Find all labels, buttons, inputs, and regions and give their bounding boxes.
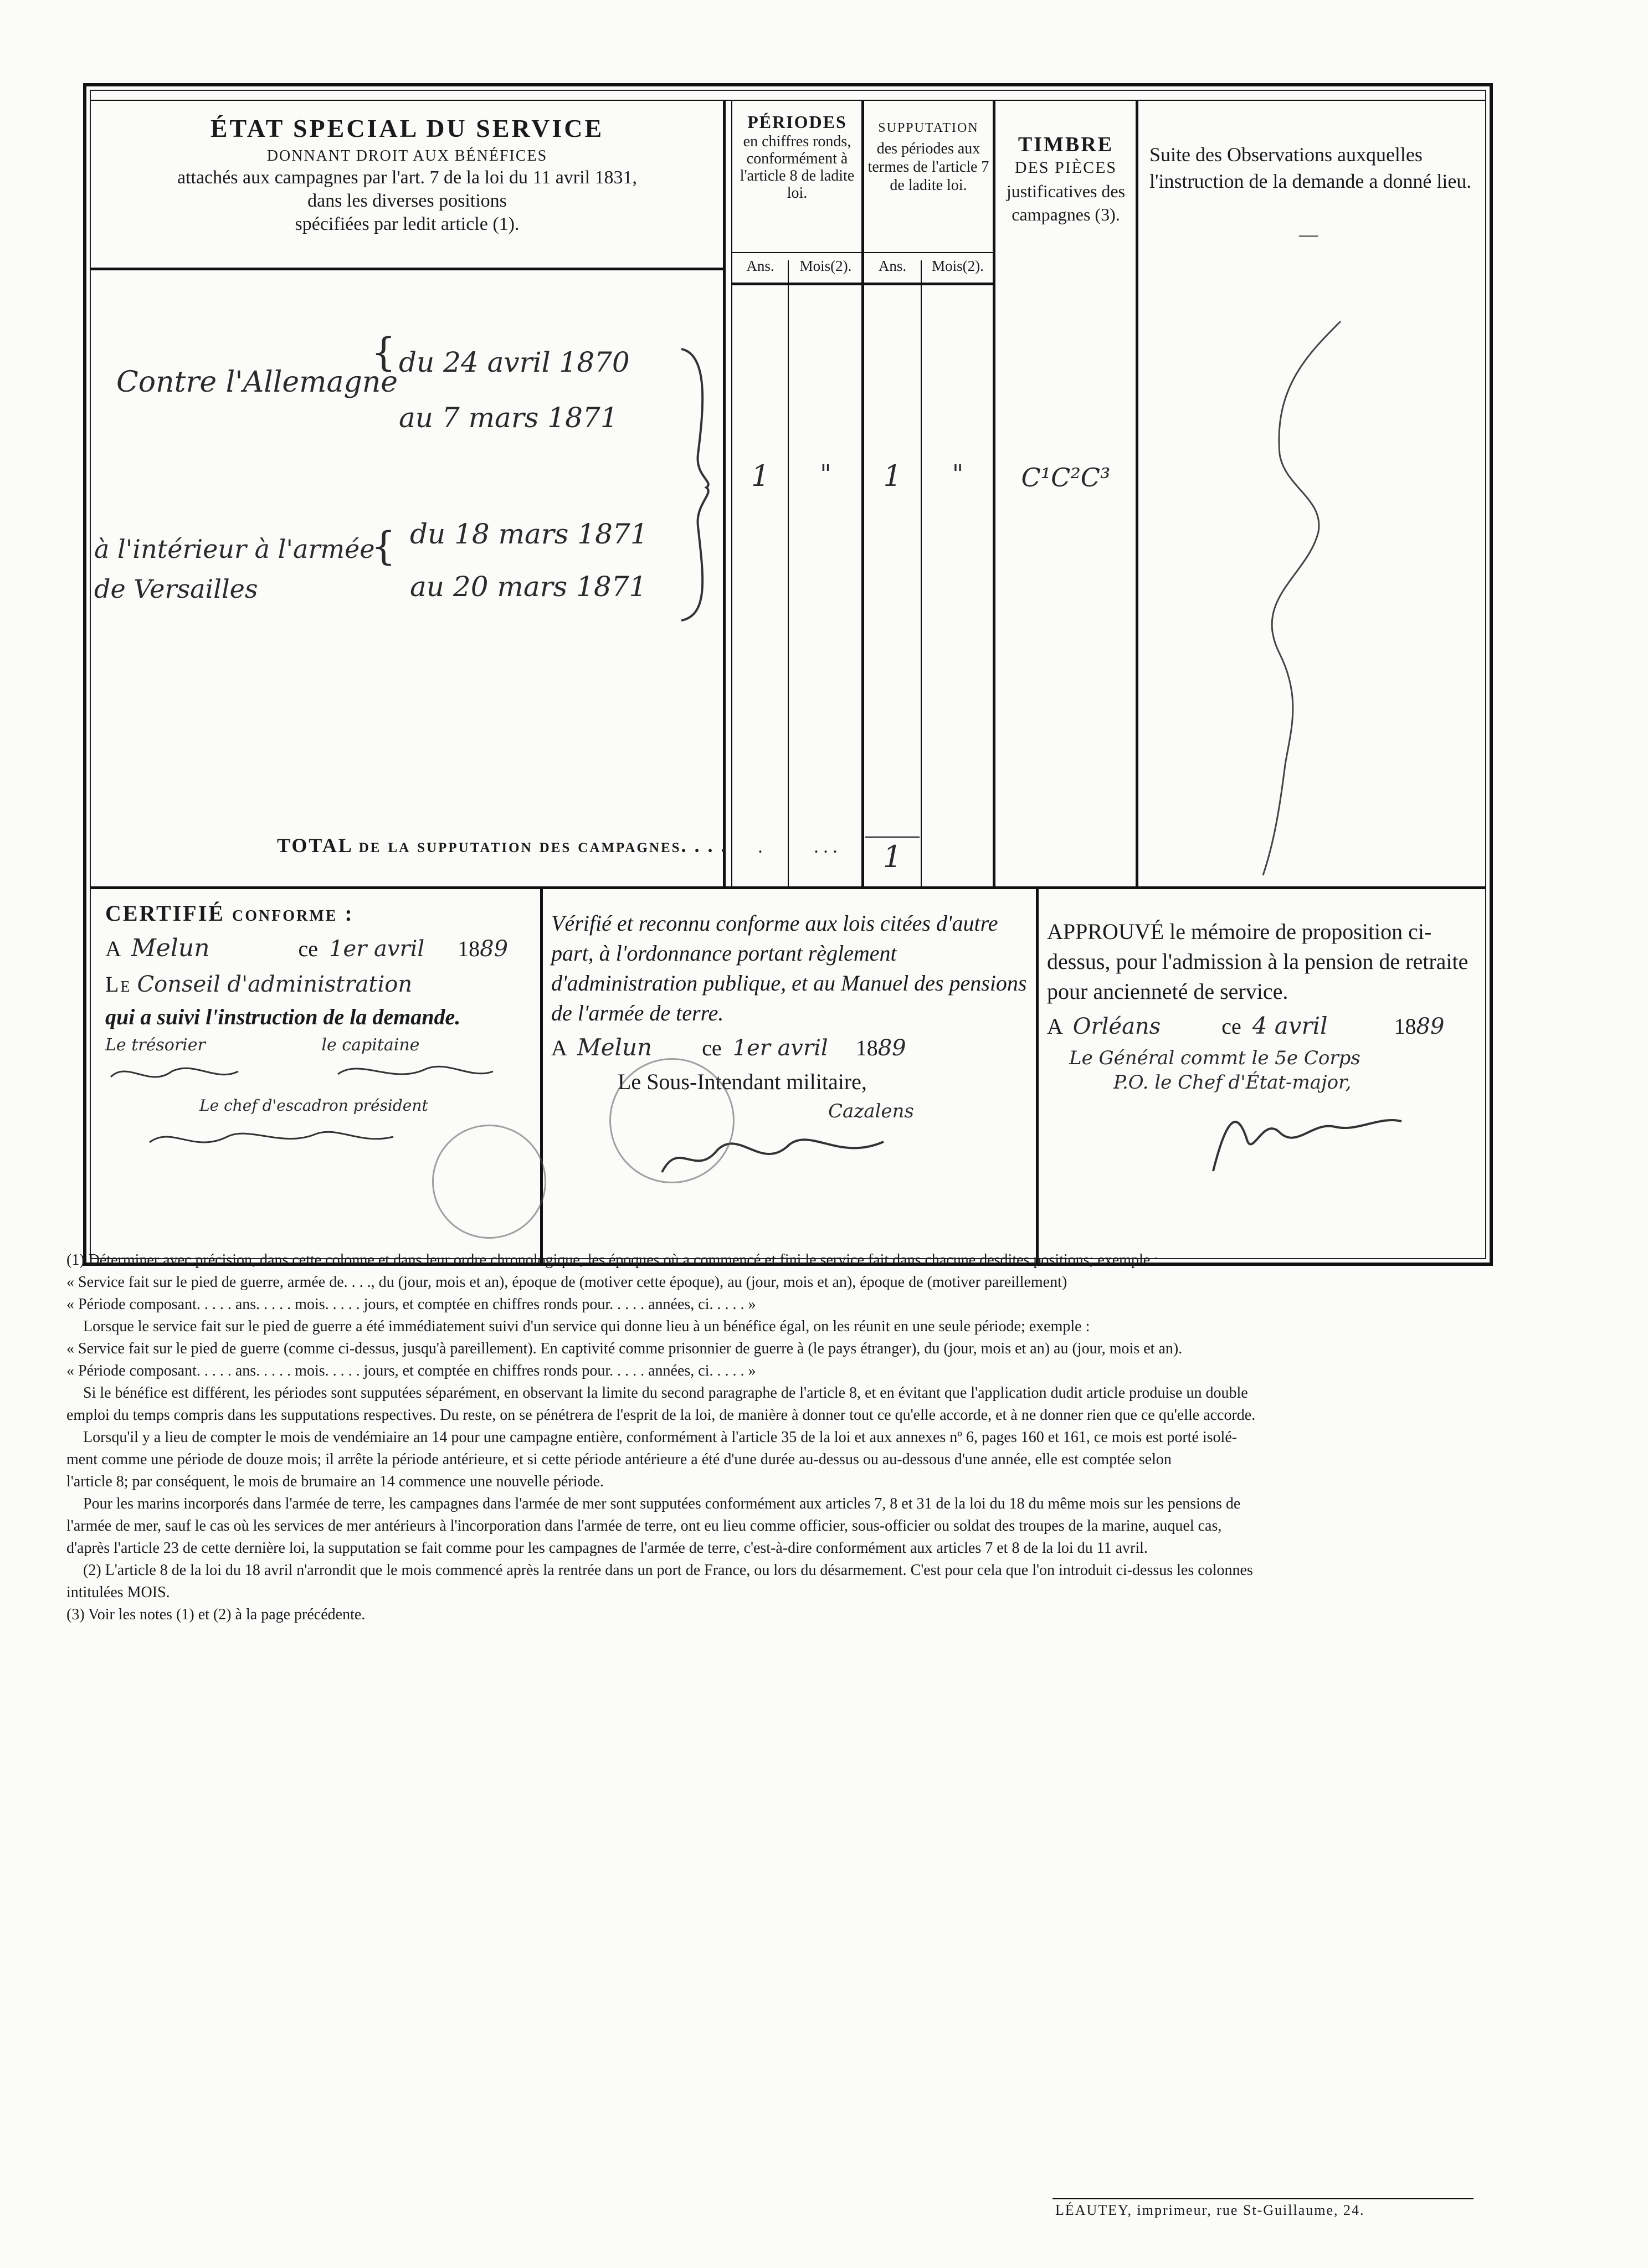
col-divider-3 <box>993 100 995 889</box>
approuve-ce: ce <box>1221 1014 1241 1039</box>
verifie-signature-name: Cazalens <box>828 1100 914 1122</box>
verifie-sous-intendant: Le Sous-Intendant militaire, <box>618 1069 867 1094</box>
total-label <box>277 834 728 857</box>
printer-imprint: LÉAUTEY, imprimeur, rue St-Guillaume, 24. <box>1055 2202 1365 2218</box>
entry-2-to: au 20 mars 1871 <box>410 571 647 603</box>
verifie-place: Melun <box>577 1034 653 1061</box>
total-rule <box>865 837 920 838</box>
note-4: Lorsque le service fait sur le pied de guerre a été immédiatement suivi d'un service qui donne lieu à un bénéfice égal, on les réunit en une seule période; exemple : <box>83 1318 1090 1335</box>
imprint-rule <box>1053 2198 1474 2199</box>
approuve-signature-icon <box>1047 1094 1468 1188</box>
certifie-year-prefix: 18 <box>458 936 480 961</box>
verifie-text: Vérifié et reconnu conforme aux lois citées d'autre part, à l'ordonnance portant règlement d'administration publique, et au Manuel des pensions de l'armée de terre. <box>551 911 1027 1025</box>
certifie-sig2: le capitaine <box>321 1035 420 1055</box>
note-8: emploi du temps compris dans les supputations respectives. Du reste, on se pénétrera de l'esprit de la loi, de manière à donner tout ce qu'elle accorde, et à ne donner rien que ce qu'elle accorde. <box>66 1407 1256 1424</box>
col-divider-1b <box>731 100 732 889</box>
note-1: (1) Déterminer avec précision, dans cette colonne et dans leur ordre chronologique, les époques où a commencé et fini le service fait dans chacune desdites positions; exemple : <box>66 1251 1158 1269</box>
approuve-block <box>1047 917 1485 1191</box>
certifie-conseil-line <box>105 971 532 997</box>
approuve-date: 4 avril <box>1252 1012 1328 1039</box>
note-14: d'après l'article 23 de cette dernière loi, la supputation se fait comme pour les campagnes de l'armée de terre, c'est-à-dire conformément aux articles 7 et 8 de la loi du 11 avril. <box>66 1540 1148 1557</box>
note-3: « Période composant. . . . . ans. . . . . mois. . . . . jours, et comptée en chiffres ronds pour. . . . . années, ci. . . . . » <box>66 1296 756 1313</box>
certifie-date-line <box>105 934 532 962</box>
periodes-ans-header: Ans. <box>746 258 774 274</box>
entry-2-label: à l'intérieur à l'armée de Versailles <box>94 534 375 604</box>
certifie-ce: ce <box>298 936 319 961</box>
header-line-4: spécifiées par ledit article (1). <box>295 214 520 234</box>
certifie-title: CERTIFIÉ conforme : <box>105 901 354 926</box>
seal-stamp-middle <box>609 1058 735 1183</box>
header-block <box>100 114 715 235</box>
header-line-1: DONNANT DROIT AUX BÉNÉFICES <box>266 147 548 165</box>
note-15: (2) L'article 8 de la loi du 18 avril n'arrondit que le mois commencé après la rentrée dans un port de France, ou lors du désarmement. C'est pour cela que l'on introduit ci-dessus les colonnes <box>83 1562 1253 1579</box>
supputation-header <box>865 119 992 194</box>
certifie-le: Le <box>105 972 132 997</box>
certifie-sig3: Le chef d'escadron président <box>199 1096 428 1115</box>
col-divider-4 <box>1136 100 1138 889</box>
verifie-a: A <box>551 1035 566 1060</box>
header-sub-rule <box>731 252 993 253</box>
timbre-title: TIMBRE <box>1018 133 1114 156</box>
timbre-sub2: justificatives des campagnes (3). <box>1006 181 1126 224</box>
col-divider-2 <box>861 100 864 889</box>
periodes-subtitle: en chiffres ronds, conformément à l'article 8 de ladite loi. <box>740 133 855 202</box>
verifie-ce: ce <box>702 1035 722 1060</box>
periodes-title: PÉRIODES <box>747 112 847 132</box>
timbre-sub1: DES PIÈCES <box>1014 158 1117 177</box>
certifie-conseil: Conseil d'administration <box>137 972 413 997</box>
cert-divider-2 <box>1036 889 1039 1266</box>
cert-top-rule <box>90 886 1486 889</box>
entry-1-from: du 24 avril 1870 <box>399 346 630 378</box>
col-divider-1 <box>723 100 726 889</box>
approuve-a: A <box>1047 1014 1062 1039</box>
header-line-3: dans les diverses positions <box>307 191 507 211</box>
verifie-year-prefix: 18 <box>855 1035 878 1060</box>
note-10: ment comme une période de douze mois; il arrête la période antérieure, et si cette période antérieure a été d'une durée au-dessus ou au-dessous d'une année, elle est comptée selon <box>66 1451 1172 1468</box>
periodes-mois-value: " <box>820 460 831 488</box>
entry-1-brace: { <box>371 330 396 375</box>
approuve-text: APPROUVÉ le mémoire de proposition ci-dessus, pour l'admission à la pension de retraite pour ancienneté de service. <box>1047 919 1469 1004</box>
col-divider-supputation <box>921 260 922 889</box>
note-17: (3) Voir les notes (1) et (2) à la page précédente. <box>66 1606 366 1623</box>
periodes-header <box>734 114 860 202</box>
approuve-place: Orléans <box>1072 1014 1161 1039</box>
header-top-rule <box>90 100 1486 101</box>
observations-header: Suite des Observations auxquelles l'instruction de la demande a donné lieu. <box>1149 143 1472 192</box>
certifie-year-suffix: 89 <box>480 936 509 962</box>
right-brace-icon <box>676 343 720 626</box>
cert-divider-1 <box>540 889 543 1266</box>
header-bottom-rule-left <box>90 268 724 270</box>
periodes-ans-value: 1 <box>751 460 770 493</box>
supputation-mois-header: Mois(2). <box>932 258 984 274</box>
col-divider-periodes <box>788 260 789 889</box>
header-line-2: attachés aux campagnes par l'art. 7 de la loi du 11 avril 1831, <box>177 167 638 188</box>
verifie-year-suffix: 89 <box>877 1035 906 1061</box>
total-label-text: TOTAL de la supputation des campagnes. . . . <box>277 834 728 856</box>
header-bottom-rule-mid <box>731 283 993 285</box>
certifie-line: qui a suivi l'instruction de la demande. <box>105 1004 461 1029</box>
certifie-block <box>105 900 532 1162</box>
verifie-date-line <box>551 1034 1028 1061</box>
supputation-ans-header: Ans. <box>878 258 907 274</box>
note-7: Si le bénéfice est différent, les périodes sont supputées séparément, en observant la limite du second paragraphe de l'article 8, et en évitant que l'application dudit article produise un double <box>83 1384 1248 1402</box>
entry-1-to: au 7 mars 1871 <box>399 402 618 434</box>
periodes-mois-header: Mois(2). <box>799 258 852 274</box>
page-title: ÉTAT SPECIAL DU SERVICE <box>210 114 604 142</box>
entry-2-brace: { <box>371 524 396 569</box>
approuve-date-line <box>1047 1012 1485 1039</box>
supputation-mois-value: " <box>952 460 964 488</box>
entry-2-from: du 18 mars 1871 <box>410 518 648 550</box>
total-periodes-ans: . <box>758 837 763 857</box>
certifie-date: 1er avril <box>329 936 425 962</box>
approuve-line1: Le Général commt le 5e Corps <box>1069 1047 1361 1069</box>
note-16: intitulées MOIS. <box>66 1584 170 1601</box>
total-periodes-mois: . . . <box>814 837 838 857</box>
supputation-subtitle: des périodes aux termes de l'article 7 de ladite loi. <box>867 140 989 194</box>
timbre-header <box>997 133 1134 226</box>
certifie-sig1: Le trésorier <box>105 1035 206 1055</box>
entry-1-label: Contre l'Allemagne <box>116 366 398 399</box>
supputation-title: SUPPUTATION <box>878 121 979 135</box>
note-6: « Période composant. . . . . ans. . . . . mois. . . . . jours, et comptée en chiffres ronds pour. . . . . années, ci. . . . . » <box>66 1362 756 1379</box>
seal-stamp-left <box>432 1125 546 1239</box>
certifie-place: Melun <box>131 934 210 962</box>
note-12: Pour les marins incorporés dans l'armée de terre, les campagnes dans l'armée de mer sont supputées conformément aux articles 7, 8 et 31 de la loi du 18 du même mois sur les pensions de <box>83 1495 1241 1512</box>
approuve-year-prefix: 18 <box>1394 1014 1416 1039</box>
certifie-a: A <box>105 936 120 961</box>
supputation-ans-value: 1 <box>883 460 902 493</box>
observations-squiggle-icon <box>1241 310 1363 886</box>
observations-dash: — <box>1299 224 1318 245</box>
certifie-signatures-icon <box>105 1055 515 1094</box>
total-value: 1 <box>882 839 902 874</box>
certifie-sig1-row <box>105 1035 532 1055</box>
approuve-line2: P.O. le Chef d'État-major, <box>1113 1071 1352 1094</box>
note-5: « Service fait sur le pied de guerre (comme ci-dessus, jusqu'à pareillement). En captivité comme prisonnier de guerre à (le pays étranger), du (jour, mois et an) au (jour, mois et an). <box>66 1340 1183 1357</box>
note-13: l'armée de mer, sauf le cas où les services de mer antérieurs à l'incorporation dans l'armée de terre, ont eu lieu comme officier, sous-officier ou soldat des troupes de la marine, auquel cas, <box>66 1517 1222 1535</box>
approuve-year-suffix: 89 <box>1416 1014 1445 1039</box>
footnotes <box>66 1249 1507 1626</box>
verifie-date: 1er avril <box>732 1035 828 1061</box>
timbre-value: C¹C²C³ <box>1021 463 1111 492</box>
note-11: l'article 8; par conséquent, le mois de brumaire an 14 commence une nouvelle période. <box>66 1473 604 1490</box>
note-9: Lorsqu'il y a lieu de compter le mois de vendémiaire an 14 pour une campagne entière, conformément à l'article 35 de la loi et aux annexes nº 6, pages 160 et 161, ce mois est porté isolé- <box>83 1429 1238 1446</box>
note-2: « Service fait sur le pied de guerre, armée de. . . ., du (jour, mois et an), époque de (motiver cette époque), au (jour, mois et an), époque de (motiver pareillement) <box>66 1274 1067 1291</box>
